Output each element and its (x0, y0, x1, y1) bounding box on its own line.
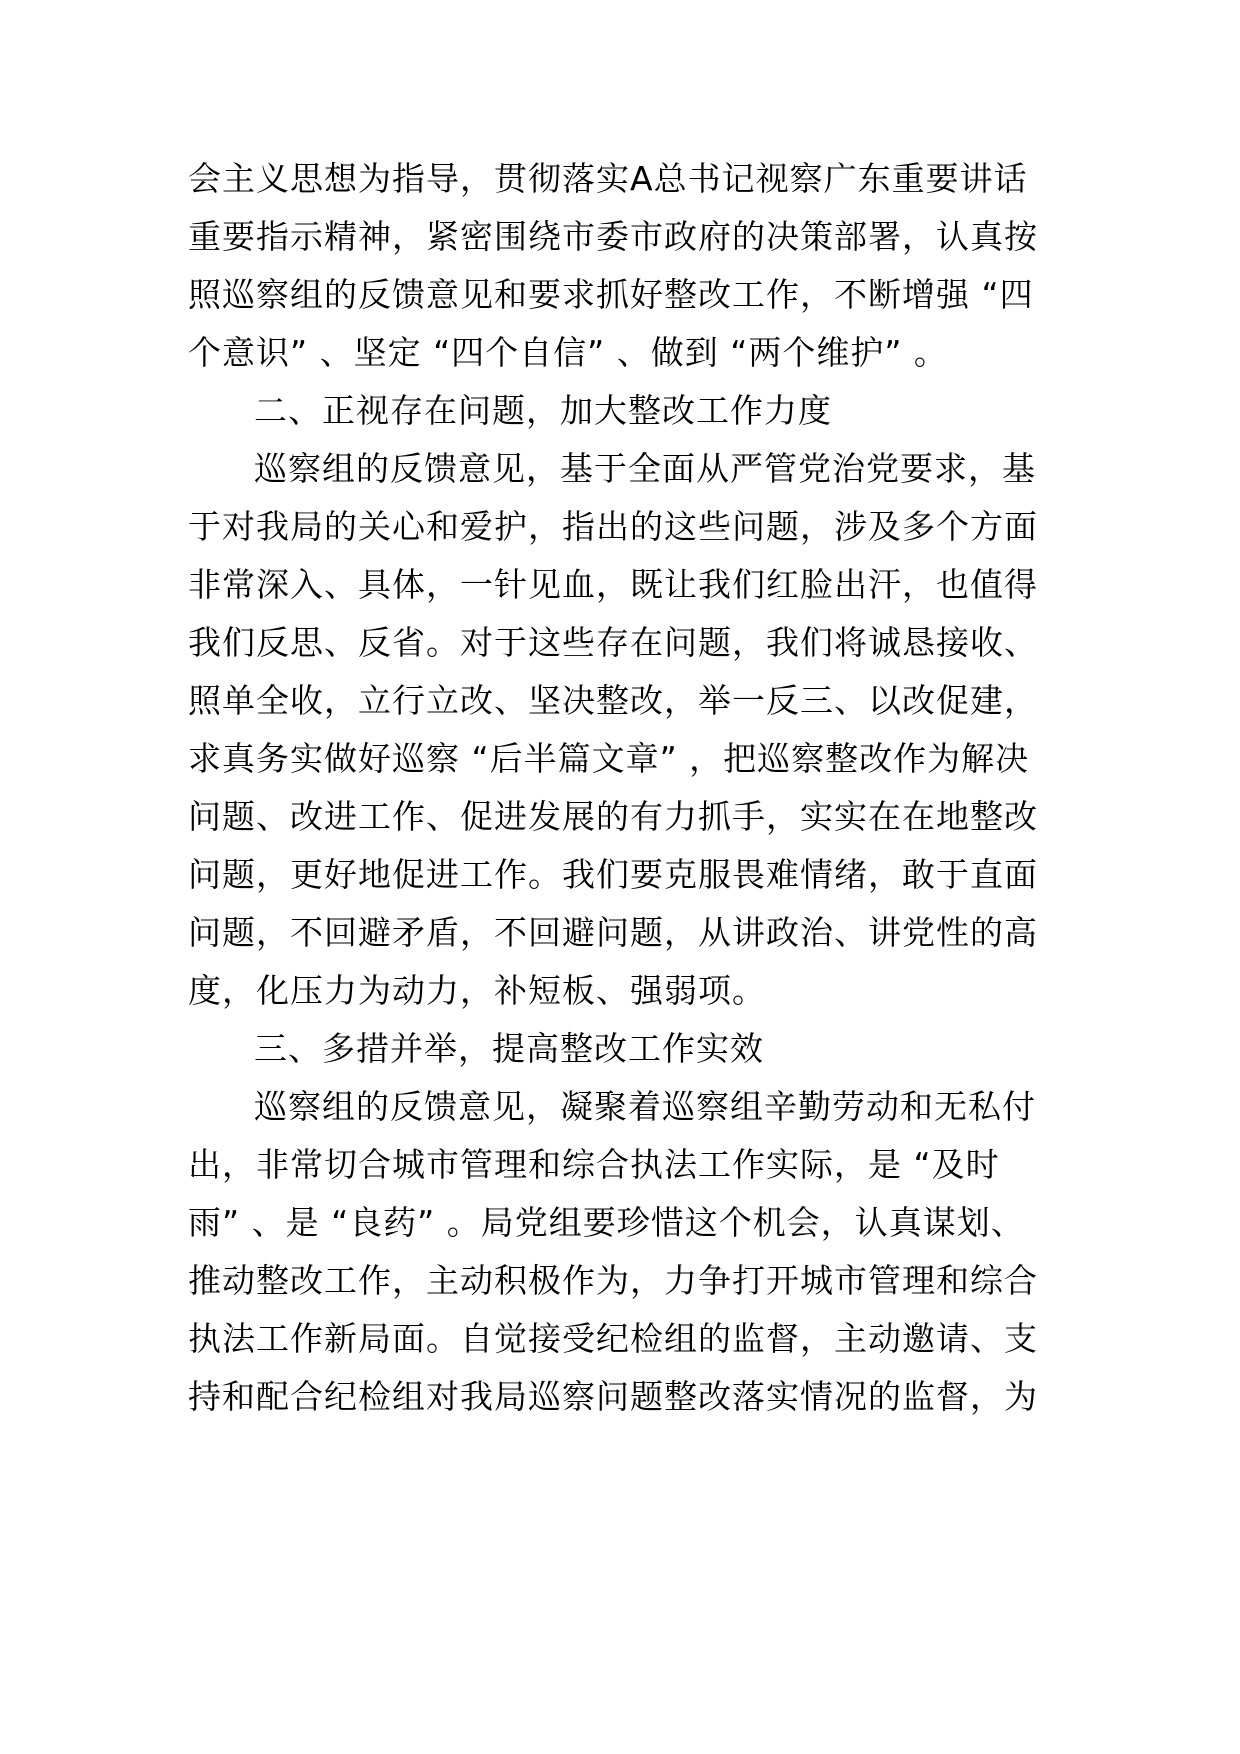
text-line: 持和配合纪检组对我局巡察问题整改落实情况的监督，为 (188, 1377, 1038, 1416)
text-line: 问题、改进工作、促进发展的有力抓手，实实在在地整改 (188, 797, 1038, 836)
text-line: 我们反思、反省。对于这些存在问题，我们将诚恳接收、 (188, 623, 1038, 662)
text-line: 度，化压力为动力，补短板、强弱项。 (188, 971, 766, 1010)
section-heading-2: 二、正视存在问题，加大整改工作力度 (254, 391, 832, 430)
text-line: 巡察组的反馈意见，基于全面从严管党治党要求，基 (254, 449, 1036, 488)
text-line: 于对我局的关心和爱护，指出的这些问题，涉及多个方面 (188, 507, 1038, 546)
text-line: 问题，更好地促进工作。我们要克服畏难情绪，敢于直面 (188, 855, 1038, 894)
text-line: 求真务实做好巡察 “后半篇文章” ，把巡察整改作为解决 (188, 739, 1030, 778)
text-line: 个意识” 、坚定 “四个自信” 、做到 “两个维护” 。 (188, 333, 948, 372)
text-line: 重要指示精神，紧密围绕市委市政府的决策部署，认真按 (188, 217, 1038, 256)
section-heading-3: 三、多措并举，提高整改工作实效 (254, 1029, 764, 1068)
text-line: 执法工作新局面。自觉接受纪检组的监督，主动邀请、支 (188, 1319, 1038, 1358)
text-line: 照单全收，立行立改、坚决整改，举一反三、以改促建， (188, 681, 1038, 720)
text-line: 雨” 、是 “良药” 。局党组要珍惜这个机会，认真谋划、 (188, 1203, 1025, 1242)
text-line: 非常深入、具体，一针见血，既让我们红脸出汗，也值得 (188, 565, 1038, 604)
text-line: 问题，不回避矛盾，不回避问题，从讲政治、讲党性的高 (188, 913, 1038, 952)
text-line: 照巡察组的反馈意见和要求抓好整改工作，不断增强 “四 (188, 275, 1034, 314)
text-line: 巡察组的反馈意见，凝聚着巡察组辛勤劳动和无私付 (254, 1087, 1036, 1126)
text-line: 推动整改工作，主动积极作为，力争打开城市管理和综合 (188, 1261, 1038, 1300)
text-line: 会主义思想为指导，贯彻落实A总书记视察广东重要讲话 (188, 159, 1028, 198)
text-line: 出，非常切合城市管理和综合执法工作实际，是 “及时 (188, 1145, 1000, 1184)
